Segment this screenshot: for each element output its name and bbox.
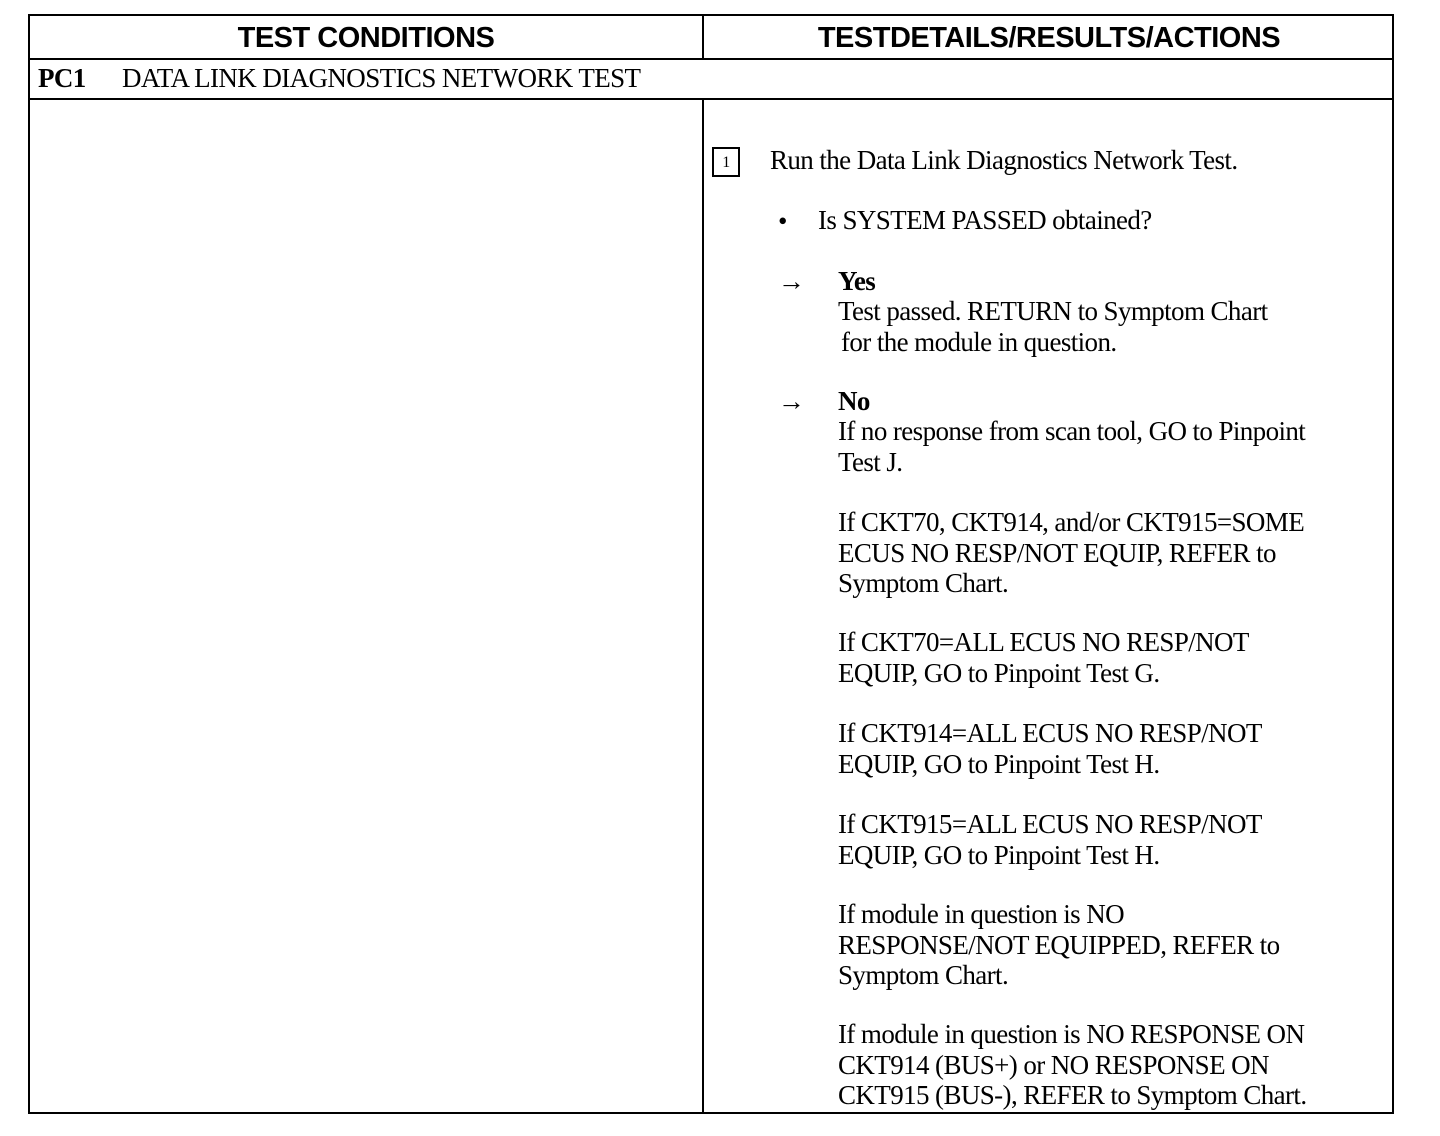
step-instruction: Run the Data Link Diagnostics Network Test. [770, 145, 1238, 175]
no-result-line: EQUIP, GO to Pinpoint Test G. [838, 657, 1160, 688]
no-result-line: Symptom Chart. [838, 960, 1009, 990]
no-result-line: Test J. [838, 446, 903, 477]
no-result-line: CKT914 (BUS+) or NO RESPONSE ON [838, 1049, 1269, 1080]
test-id: PC1 [38, 63, 86, 93]
no-result-line: If CKT70=ALL ECUS NO RESP/NOT [838, 627, 1249, 657]
step-number-box: 1 [712, 147, 740, 177]
no-result-paragraph [838, 899, 1398, 991]
no-result-line: If no response from scan tool, GO to Pinpoint [838, 416, 1306, 446]
bullet-icon: • [778, 206, 787, 236]
test-table [28, 14, 1394, 1114]
yes-label: Yes [838, 266, 876, 296]
yes-result [838, 296, 1398, 357]
test-conditions-cell [30, 100, 702, 1112]
test-conditions-header: TEST CONDITIONS [237, 22, 495, 54]
no-result-line: EQUIP, GO to Pinpoint Test H. [838, 748, 1160, 779]
no-result-line: Symptom Chart. [838, 568, 1009, 598]
yes-result-line: for the module in question. [841, 326, 1117, 357]
test-details-cell [704, 100, 1392, 1112]
no-result-paragraph [838, 718, 1398, 779]
arrow-right-icon: → [778, 266, 805, 296]
no-result-line: If module in question is NO RESPONSE ON [838, 1019, 1305, 1049]
table-header-row [30, 16, 1392, 60]
no-result-line: RESPONSE/NOT EQUIPPED, REFER to [838, 929, 1280, 960]
test-details-header: TESTDETAILS/RESULTS/ACTIONS [817, 22, 1281, 54]
no-result-paragraph [838, 507, 1398, 599]
no-label: No [838, 386, 870, 416]
no-result-line: If CKT915=ALL ECUS NO RESP/NOT [838, 809, 1262, 839]
no-result-paragraph [838, 416, 1398, 477]
step-question: Is SYSTEM PASSED obtained? [818, 205, 1152, 235]
no-result-line: CKT915 (BUS-), REFER to Symptom Chart. [838, 1080, 1307, 1110]
no-result-line: If CKT70, CKT914, and/or CKT915=SOME [838, 507, 1305, 537]
arrow-right-icon: → [778, 386, 805, 416]
yes-result-line: Test passed. RETURN to Symptom Chart [838, 296, 1268, 326]
header-column-divider [702, 16, 704, 58]
no-result-paragraph [838, 627, 1398, 688]
no-result-paragraph [838, 1019, 1398, 1111]
test-title: DATA LINK DIAGNOSTICS NETWORK TEST [122, 63, 641, 93]
no-result-line: ECUS NO RESP/NOT EQUIP, REFER to [838, 537, 1276, 568]
no-result-line: If CKT914=ALL ECUS NO RESP/NOT [838, 718, 1262, 748]
test-title-row [30, 58, 1392, 100]
no-result-paragraph [838, 809, 1398, 870]
no-result-line: EQUIP, GO to Pinpoint Test H. [838, 839, 1160, 870]
no-result-line: If module in question is NO [838, 899, 1125, 929]
